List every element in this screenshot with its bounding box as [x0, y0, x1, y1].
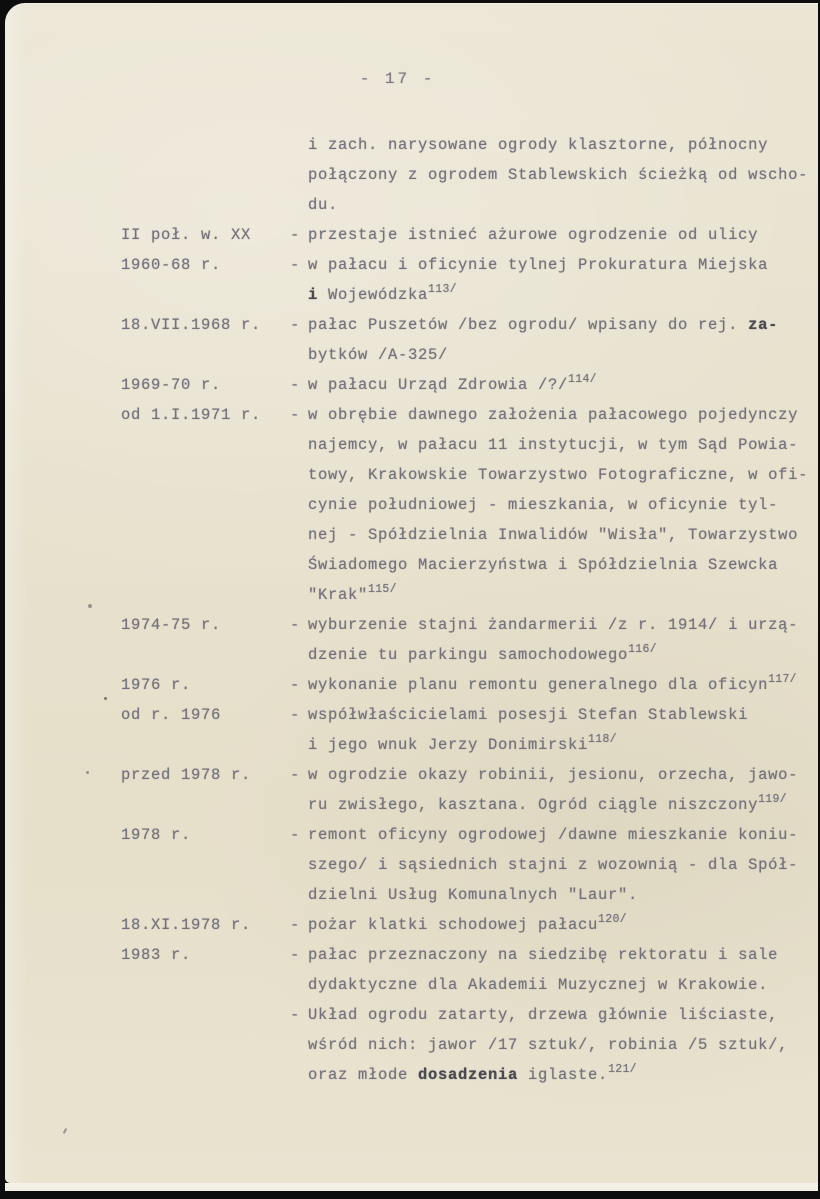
text-line — [308, 670, 818, 700]
timeline-entry — [121, 1000, 818, 1090]
text-line — [308, 760, 818, 790]
entry-dash: - — [290, 826, 301, 844]
typed-text: cynie południowej - mieszkania, w oficynie tyl- — [308, 496, 779, 514]
typed-text: pałac Puszetów /bez ogrodu/ wpisany do rej. — [308, 316, 749, 334]
text-line — [308, 400, 818, 430]
typed-text: remont oficyny ogrodowej /dawne mieszkanie koniu- — [308, 826, 799, 844]
text-line — [308, 1000, 818, 1030]
text-line — [308, 220, 818, 250]
paper — [5, 3, 818, 1183]
text-line — [308, 1030, 818, 1060]
entry-text — [308, 940, 818, 1000]
entry-text — [308, 250, 818, 310]
typed-text: pałac przeznaczony na siedzibę rektoratu i sale — [308, 946, 779, 964]
timeline-entry — [121, 700, 818, 760]
entry-date: II poł. w. XX — [121, 226, 252, 244]
typed-text: przestaje istnieć ażurowe ogrodzenie od ulicy — [308, 226, 759, 244]
typed-text: Układ ogrodu zatarty, drzewa głównie liściaste, — [308, 1006, 779, 1024]
entry-date: 1960-68 r. — [121, 256, 222, 274]
entry-dash — [290, 130, 308, 220]
timeline-entry — [121, 130, 818, 220]
entry-text — [308, 1000, 818, 1090]
footnote-ref: 114/ — [568, 373, 597, 386]
chronology-list — [121, 130, 818, 1090]
timeline-entry — [121, 760, 818, 820]
text-line — [308, 1060, 818, 1090]
entry-date: 18.XI.1978 r. — [121, 916, 252, 934]
text-line — [308, 160, 818, 190]
entry-dash: - — [290, 256, 301, 274]
entry-dash: - — [290, 226, 301, 244]
timeline-entry — [121, 670, 818, 700]
entry-text — [308, 700, 818, 760]
entry-date: 1974-75 r. — [121, 616, 222, 634]
paper-bottom-edge — [5, 1183, 818, 1191]
timeline-entry — [121, 820, 818, 910]
entry-dash: - — [290, 376, 301, 394]
text-line — [308, 490, 818, 520]
footnote-ref: 121/ — [608, 1063, 637, 1076]
typed-text: i zach. narysowane ogrody klasztorne, północny — [308, 136, 769, 154]
typed-text: i jego wnuk Jerzy Donimirski — [308, 736, 589, 754]
typed-text: w ogrodzie okazy robinii, jesionu, orzecha, jawo- — [308, 766, 799, 784]
typed-text: połączony z ogrodem Stablewskich ścieżką od wscho- — [308, 166, 809, 184]
entry-dash: - — [290, 676, 301, 694]
text-line — [308, 190, 818, 220]
footnote-ref: 120/ — [598, 913, 627, 926]
entry-date: od 1.I.1971 r. — [121, 406, 262, 424]
entry-dash: - — [290, 706, 301, 724]
text-line — [308, 880, 818, 910]
entry-text — [308, 910, 818, 940]
timeline-entry — [121, 910, 818, 940]
overtyped-text: za- — [748, 316, 779, 334]
typed-text: najemcy, w pałacu 11 instytucji, w tym Sąd Powia- — [308, 436, 799, 454]
entry-date — [121, 130, 290, 220]
footnote-ref: 115/ — [368, 583, 397, 596]
entry-date: przed 1978 r. — [121, 766, 252, 784]
text-line — [308, 790, 818, 820]
text-line — [308, 730, 818, 760]
typed-text: bytków /A-325/ — [308, 346, 449, 364]
entry-dash: - — [290, 946, 301, 964]
typed-text: w pałacu Urząd Zdrowia /?/ — [308, 376, 569, 394]
entry-dash: - — [290, 1006, 301, 1024]
typed-text: dzenie tu parkingu samochodowego — [308, 646, 629, 664]
typed-text: w pałacu i oficynie tylnej Prokuratura Miejska — [308, 256, 769, 274]
typed-text: iglaste. — [518, 1066, 609, 1084]
footnote-ref: 113/ — [428, 283, 457, 296]
typed-text: wyburzenie stajni żandarmerii /z r. 1914/ i urzą- — [308, 616, 799, 634]
entry-text — [308, 760, 818, 820]
text-line — [308, 370, 818, 400]
timeline-entry — [121, 370, 818, 400]
text-line — [308, 340, 818, 370]
text-line — [308, 700, 818, 730]
typed-text: du. — [308, 196, 339, 214]
text-line — [308, 610, 818, 640]
footnote-ref: 118/ — [588, 733, 617, 746]
entry-date: 1978 r. — [121, 826, 192, 844]
timeline-entry — [121, 310, 818, 370]
paper-speck — [86, 771, 89, 774]
paper-speck — [104, 697, 107, 700]
footnote-ref: 119/ — [758, 793, 787, 806]
timeline-entry — [121, 400, 818, 610]
text-line — [308, 640, 818, 670]
timeline-entry — [121, 940, 818, 1000]
entry-dash: - — [290, 916, 301, 934]
timeline-entry — [121, 250, 818, 310]
typed-text: wśród nich: jawor /17 sztuk/, robinia /5 sztuk/, — [308, 1036, 789, 1054]
typed-text: pożar klatki schodowej pałacu — [308, 916, 599, 934]
paper-speck — [88, 604, 92, 608]
text-line — [308, 460, 818, 490]
text-line — [308, 580, 818, 610]
typed-text: współwłaścicielami posesji Stefan Stablewski — [308, 706, 749, 724]
typed-text: Wojewódzka — [318, 286, 429, 304]
overtyped-text: i — [308, 286, 319, 304]
typed-text: dzielni Usług Komunalnych "Laur". — [308, 886, 639, 904]
typed-text: szego/ i sąsiednich stajni z wozownią - dla Spół- — [308, 856, 799, 874]
typed-text: "Krak" — [308, 586, 369, 604]
timeline-entry — [121, 220, 818, 250]
entry-date: 1983 r. — [121, 946, 192, 964]
text-line — [308, 520, 818, 550]
typed-text: wykonanie planu remontu generalnego dla oficyn — [308, 676, 769, 694]
text-line — [308, 130, 818, 160]
typed-text: nej - Spółdzielnia Inwalidów "Wisła", Towarzystwo — [308, 526, 799, 544]
entry-dash: - — [290, 766, 301, 784]
entry-text — [308, 610, 818, 670]
typed-text: oraz młode — [308, 1066, 419, 1084]
timeline-entry — [121, 610, 818, 670]
entry-text — [308, 370, 818, 400]
entry-date: od r. 1976 — [121, 706, 222, 724]
text-line — [308, 430, 818, 460]
text-line — [308, 250, 818, 280]
typed-text: dydaktyczne dla Akademii Muzycznej w Krakowie. — [308, 976, 769, 994]
typed-text: Świadomego Macierzyństwa i Spółdzielnia Szewcka — [308, 556, 779, 574]
text-line — [308, 280, 818, 310]
typed-text: towy, Krakowskie Towarzystwo Fotograficzne, w ofi- — [308, 466, 809, 484]
entry-dash: - — [290, 616, 301, 634]
typed-text: w obrębie dawnego założenia pałacowego pojedynczy — [308, 406, 799, 424]
text-line — [308, 820, 818, 850]
entry-date: 1976 r. — [121, 676, 192, 694]
entry-dash: - — [290, 316, 301, 334]
overtyped-text: dosadzenia — [418, 1066, 519, 1084]
page-number: - 17 - — [359, 70, 436, 88]
text-line — [308, 910, 818, 940]
footnote-ref: 117/ — [768, 673, 797, 686]
entry-text — [308, 670, 818, 700]
entry-text — [308, 130, 818, 220]
entry-text — [308, 220, 818, 250]
text-line — [308, 550, 818, 580]
text-line — [308, 850, 818, 880]
text-line — [308, 940, 818, 970]
entry-date: 18.VII.1968 r. — [121, 316, 262, 334]
typed-text: ru zwisłego, kasztana. Ogród ciągle niszczony — [308, 796, 759, 814]
text-line — [308, 310, 818, 340]
footnote-ref: 116/ — [628, 643, 657, 656]
entry-text — [308, 820, 818, 910]
entry-dash: - — [290, 406, 301, 424]
text-line — [308, 970, 818, 1000]
entry-date: 1969-70 r. — [121, 376, 222, 394]
entry-date — [121, 1000, 290, 1090]
entry-text — [308, 310, 818, 370]
entry-text — [308, 400, 818, 610]
